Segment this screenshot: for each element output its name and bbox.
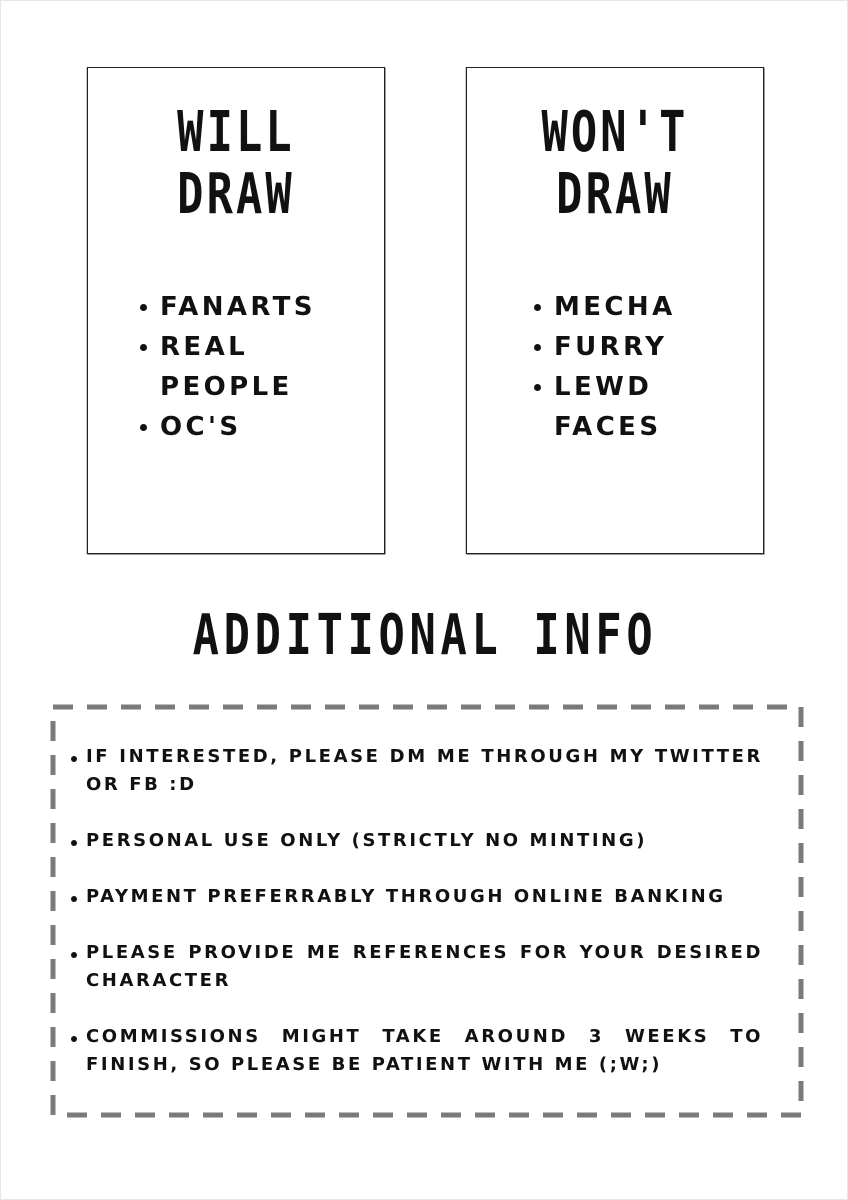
additional-info-list [71, 743, 763, 1107]
wont-draw-title [500, 102, 731, 226]
will-draw-title-line: DRAW [177, 162, 295, 227]
additional-info-title: ADDITIONAL INFO [192, 603, 658, 668]
wont-draw-box [466, 67, 764, 554]
info-item: COMMISSIONS MIGHT TAKE AROUND 3 WEEKS TO FINISH, SO PLEASE BE PATIENT WITH ME (;W;) [71, 1023, 763, 1079]
wont-draw-title-line: DRAW [556, 162, 674, 227]
wont-draw-title-line: WON'T [541, 100, 689, 165]
will-draw-title [121, 102, 352, 226]
info-item: PLEASE PROVIDE ME REFERENCES FOR YOUR DESIRED CHARACTER [71, 939, 763, 995]
will-draw-item: FANARTS [140, 287, 350, 327]
will-draw-list [140, 287, 350, 447]
will-draw-item: REAL PEOPLE [140, 327, 350, 407]
will-draw-item: OC'S [140, 407, 350, 447]
info-item: PAYMENT PREFERRABLY THROUGH ONLINE BANKING [71, 883, 763, 911]
wont-draw-list [534, 287, 704, 447]
will-draw-title-line: WILL [177, 100, 295, 165]
wont-draw-item: FURRY [534, 327, 704, 367]
wont-draw-item: MECHA [534, 287, 704, 327]
info-item: IF INTERESTED, PLEASE DM ME THROUGH MY TWITTER OR FB :D [71, 743, 763, 799]
wont-draw-item: LEWD FACES [534, 367, 704, 447]
will-draw-box [87, 67, 385, 554]
info-item: PERSONAL USE ONLY (STRICTLY NO MINTING) [71, 827, 763, 855]
